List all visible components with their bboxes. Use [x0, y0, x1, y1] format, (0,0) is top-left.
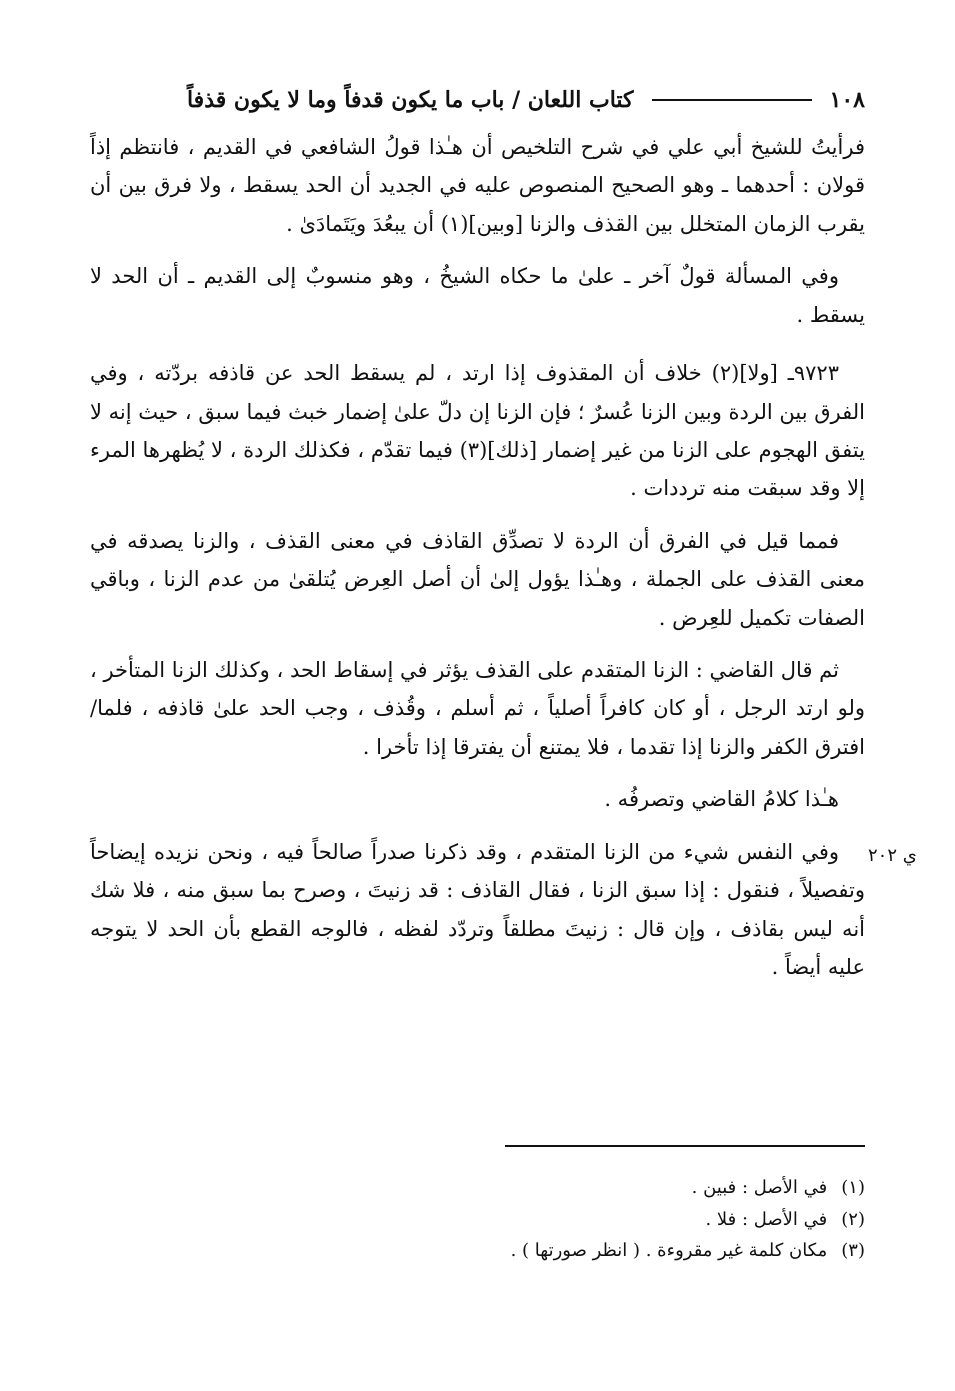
- footnote-text: في الأصل : فبين .: [691, 1177, 828, 1198]
- footnote-divider: [505, 1145, 865, 1147]
- main-text: [90, 128, 865, 1000]
- paragraph-4: فمما قيل في الفرق أن الردة لا تصدِّق القاذف في معنى القذف ، والزنا يصدقه في معنى القذف على الجملة ، وهـٰذا يؤول إلىٰ أن أصل العِرض يُتلقىٰ من عدم الزنا ، وباقي الصفات تكميل للعِرض .: [90, 528, 865, 630]
- footnote-2: [305, 1204, 865, 1236]
- footnote-number: (٣): [841, 1240, 865, 1261]
- page-number: ١٠٨: [829, 87, 865, 113]
- paragraph-7: وفي النفس شيء من الزنا المتقدم ، وقد ذكرنا صدراً صالحاً فيه ، ونحن نزيده إيضاحاً وتفصيلاً ، فنقول : إذا سبق الزنا ، فقال القاذف : قد زنيتَ ، وصرح بما سبق منه ، فلا شك أنه ليس بقاذف ، وإن قال : زنيتَ مطلقاً وتردّد لفظه ، فالوجه القطع بأن الحد لا يتوجه عليه أيضاً .: [90, 839, 865, 980]
- footnote-number: (١): [841, 1177, 865, 1198]
- footnote-1: [305, 1172, 865, 1204]
- running-title: كتاب اللعان / باب ما يكون قدفاً وما لا يكون قذفاً: [186, 87, 634, 113]
- paragraph-3: ٩٧٢٣ـ [ولا](٢) خلاف أن المقذوف إذا ارتد ، لم يسقط الحد عن قاذفه بردّته ، وفي الفرق بين الردة وبين الزنا عُسرٌ ؛ فإن الزنا إن دلّ علىٰ إضمار خبث فيما سبق ، حيث إنه لا يتفق الهجوم على الزنا من غير إضمار [ذلك](٣) فيما تقدّم ، فكذلك الردة ، لا يُظهرها المرء إلا وقد سبقت منه ترددات .: [89, 361, 865, 501]
- paragraph-5: ثم قال القاضي : الزنا المتقدم على القذف يؤثر في إسقاط الحد ، وكذلك الزنا المتأخر ، ولو ارتد الرجل ، أو كان كافراً أصلياً ، ثم أسلم ، وقُذف ، وجب الحد علىٰ قاذفه ، فلما/ افترق الكفر والزنا إذا تقدما ، فلا يمتنع أن يفترقا إذا تأخرا .: [90, 658, 865, 759]
- paragraph-1: فرأيتُ للشيخ أبي علي في شرح التلخيص أن هـٰذا قولُ الشافعي في القديم ، فانتظم إذاً قولان : أحدهما ـ وهو الصحيح المنصوص عليه في الجديد أن الحد يسقط ، ولا فرق بين أن يقرب الزمان المتخلل بين القذف والزنا [وبين](١) أن يبعُدَ ويَتَمادَىٰ .: [90, 135, 865, 236]
- header-rule: [652, 99, 812, 101]
- footnote-number: (٢): [841, 1208, 865, 1230]
- footnote-text: مكان كلمة غير مقروءة . ( انظر صورتها ) .: [510, 1240, 828, 1261]
- paragraph-2: وفي المسألة قولٌ آخر ـ علىٰ ما حكاه الشيخُ ، وهو منسوبٌ إلى القديم ـ أن الحد لا يسقط .: [90, 264, 865, 327]
- page-header: [90, 80, 865, 120]
- footnote-text: في الأصل : فلا .: [705, 1208, 828, 1230]
- footnote-3: [305, 1235, 865, 1267]
- paragraph-6: هـٰذا كلامُ القاضي وتصرفُه .: [604, 787, 839, 812]
- margin-folio-note: ي ٢٠٢: [868, 845, 917, 866]
- footnotes: [305, 1172, 865, 1267]
